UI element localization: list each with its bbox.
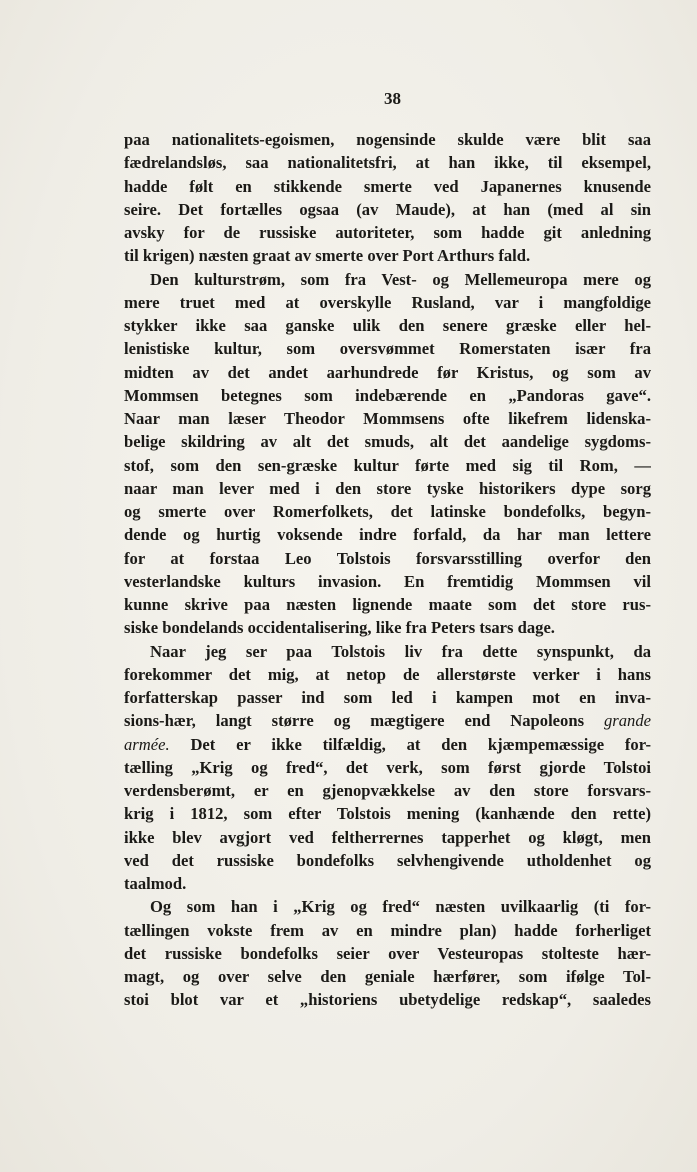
line-text: naar man lever med i den store tyske historikers dype sorg (124, 478, 651, 498)
italic-text: grande (603, 711, 651, 731)
line-text: Den kulturstrøm, som fra Vest- og Mellemeuropa mere og (150, 269, 651, 289)
text-line (124, 663, 651, 686)
text-line (124, 547, 651, 570)
page-number: 38 (384, 89, 401, 108)
text-line (124, 198, 651, 221)
line-text: verdensberømt, er en gjenopvækkelse av den store forsvars- (124, 781, 651, 800)
line-text: Naar man læser Theodor Mommsens ofte likefrem lidenska- (124, 409, 651, 428)
text-line (124, 128, 651, 151)
line-text: forekommer det mig, at netop de allerstørste verker i hans (124, 664, 651, 684)
line-text: Mommsen betegnes som indebærende en „Pandoras gave“. (124, 385, 651, 405)
text-line (124, 942, 651, 965)
text-line (124, 314, 651, 337)
line-text: vesterlandske kulturs invasion. En fremtidig Mommsen vil (124, 571, 651, 591)
line-text: krig i 1812, som efter Tolstois mening (kanhænde den rette) (124, 804, 651, 824)
text-line (124, 872, 651, 895)
line-text: lenistiske kultur, som oversvømmet Romerstaten især fra (124, 339, 651, 359)
text-line (124, 709, 651, 732)
text-line (124, 570, 651, 593)
text-line (124, 756, 651, 779)
line-text: avsky for de russiske autoriteter, som hadde git anledning (124, 223, 651, 242)
text-line (124, 733, 651, 756)
line-text: magt, og over selve den geniale hærfører, som ifølge Tol- (124, 967, 651, 986)
line-text: Det er ikke tilfældig, at den kjæmpemæssige for- (169, 734, 651, 754)
text-line (124, 407, 651, 430)
line-text: seire. Det fortælles ogsaa (av Maude), at han (med al sin (124, 199, 651, 219)
text-line (124, 430, 651, 453)
text-line (124, 849, 651, 872)
line-text: Og som han i „Krig og fred“ næsten uvilkaarlig (ti for- (150, 897, 651, 917)
line-text: stoi blot var et „historiens ubetydelige redskap“, saaledes (124, 990, 651, 1010)
text-line (124, 244, 651, 267)
body-text (124, 128, 651, 1012)
text-line (124, 523, 651, 546)
line-text: kunne skrive paa næsten lignende maate som det store rus- (124, 595, 651, 614)
line-text: dende og hurtig voksende indre forfald, da har man lettere (124, 525, 651, 545)
line-text: til krigen) næsten graat av smerte over Port Arthurs fald. (124, 246, 531, 266)
text-line (124, 268, 651, 291)
text-line (124, 593, 651, 616)
text-line (124, 686, 651, 709)
line-text: det russiske bondefolks seier over Vesteuropas stolteste hær- (124, 943, 651, 963)
text-line (124, 919, 651, 942)
text-line (124, 291, 651, 314)
line-text: mere truet med at overskylle Rusland, var i mangfoldige (124, 292, 651, 312)
line-text: siske bondelands occidentalisering, like fra Peters tsars dage. (124, 618, 555, 638)
line-text: taalmod. (124, 874, 187, 893)
line-text: belige skildring av alt det smuds, alt det aandelige sygdoms- (124, 432, 651, 452)
text-line (124, 826, 651, 849)
line-text: sions-hær, langt større og mægtigere end Napoleons (124, 711, 585, 731)
text-line (124, 477, 651, 500)
line-text: paa nationalitets-egoismen, nogensinde skulde være blit saa (124, 130, 651, 149)
text-line (124, 616, 651, 639)
line-text: stykker ikke saa ganske ulik den senere græske eller hel- (124, 316, 651, 335)
line-text: hadde følt en stikkende smerte ved Japanernes knusende (124, 176, 651, 196)
line-text: tælling „Krig og fred“, det verk, som først gjorde Tolstoi (124, 757, 651, 777)
text-line (124, 175, 651, 198)
line-text: ikke blev avgjort ved feltherrernes tapperhet og kløgt, men (124, 827, 651, 847)
text-line (124, 454, 651, 477)
line-text: fædrelandsløs, saa nationalitetsfri, at han ikke, til eksempel, (124, 153, 651, 173)
line-text: forfatterskap passer ind som led i kampen mot en inva- (124, 688, 651, 707)
text-line (124, 779, 651, 802)
line-text: ved det russiske bondefolks selvhengivende utholdenhet og (124, 850, 651, 870)
text-line (124, 151, 651, 174)
line-text: for at forstaa Leo Tolstois forsvarsstilling overfor den (124, 548, 651, 568)
line-text: Naar jeg ser paa Tolstois liv fra dette synspunkt, da (150, 641, 651, 661)
text-line (124, 221, 651, 244)
text-line (124, 384, 651, 407)
text-line (124, 500, 651, 523)
line-text: stof, som den sen-græske kultur førte med sig til Rom, — (124, 455, 651, 475)
italic-text: armée. (124, 734, 170, 754)
line-text: og smerte over Romerfolkets, det latinske bondefolks, begyn- (124, 502, 651, 521)
text-line (124, 988, 651, 1011)
text-line (124, 895, 651, 918)
text-line (124, 337, 651, 360)
text-line (124, 802, 651, 825)
text-line (124, 640, 651, 663)
text-line (124, 965, 651, 988)
line-text: midten av det andet aarhundrede før Kristus, og som av (124, 362, 651, 382)
line-text: tællingen vokste frem av en mindre plan) hadde forherliget (124, 920, 651, 940)
text-line (124, 361, 651, 384)
